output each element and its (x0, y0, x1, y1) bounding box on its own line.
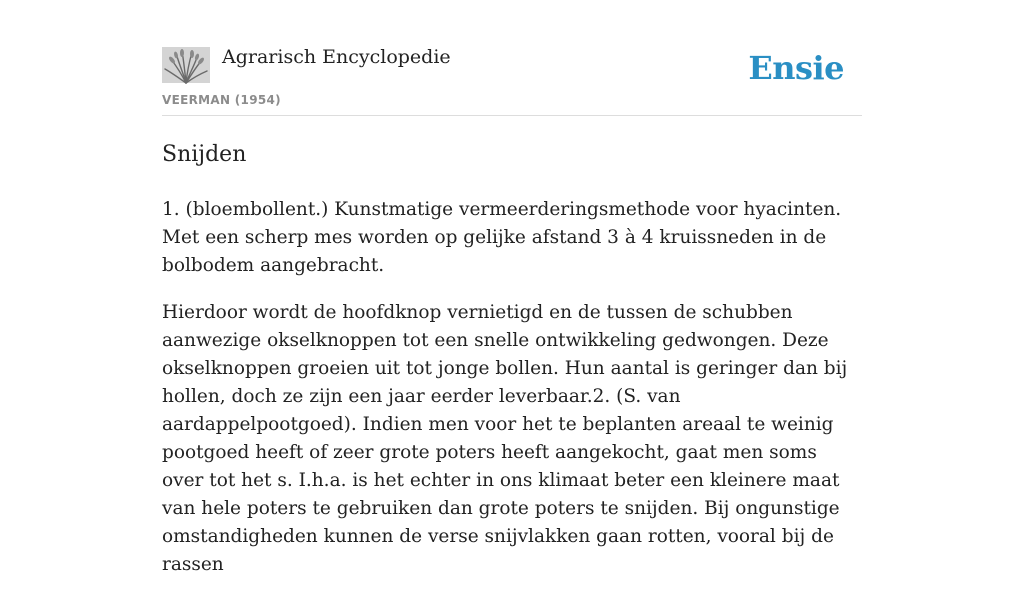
brand-logo-link[interactable]: Ensie (748, 49, 844, 87)
entry-content (162, 139, 862, 598)
wheat-logo-icon[interactable] (162, 47, 210, 83)
entry-title: Snijden (162, 142, 247, 167)
header (162, 44, 862, 116)
entry-paragraph-1: 1. (bloembollent.) Kunstmatige vermeerderingsmethode voor hyacinten. Met een scherp mes worden op gelijke afstand 3 à 4 kruissneden in de bolbodem aangebracht. (162, 199, 842, 276)
book-title[interactable]: Agrarisch Encyclopedie (222, 46, 451, 68)
entry-paragraph-2: Hierdoor wordt de hoofdknop vernietigd en de tussen de schubben aanwezige okselknoppen tot een snelle ontwikkeling gedwongen. Deze okselknoppen groeien uit tot jonge bollen. Hun aantal is geringer dan bij hollen, doch ze zijn een jaar eerder leverbaar.2. (S. van aardappelpootgoed). Indien men voor het te beplanten areaal te weinig pootgoed heeft of zeer grote poters heeft aangekocht, gaat men soms over tot het s. I.h.a. is het echter in ons klimaat beter een kleinere maat van hele poters te gebruiken dan grote poters te snijden. Bij ongunstige omstandigheden kunnen de verse snijvlakken gaan rotten, vooral bij de rassen (162, 302, 848, 575)
author-year: VEERMAN (1954) (162, 93, 281, 107)
